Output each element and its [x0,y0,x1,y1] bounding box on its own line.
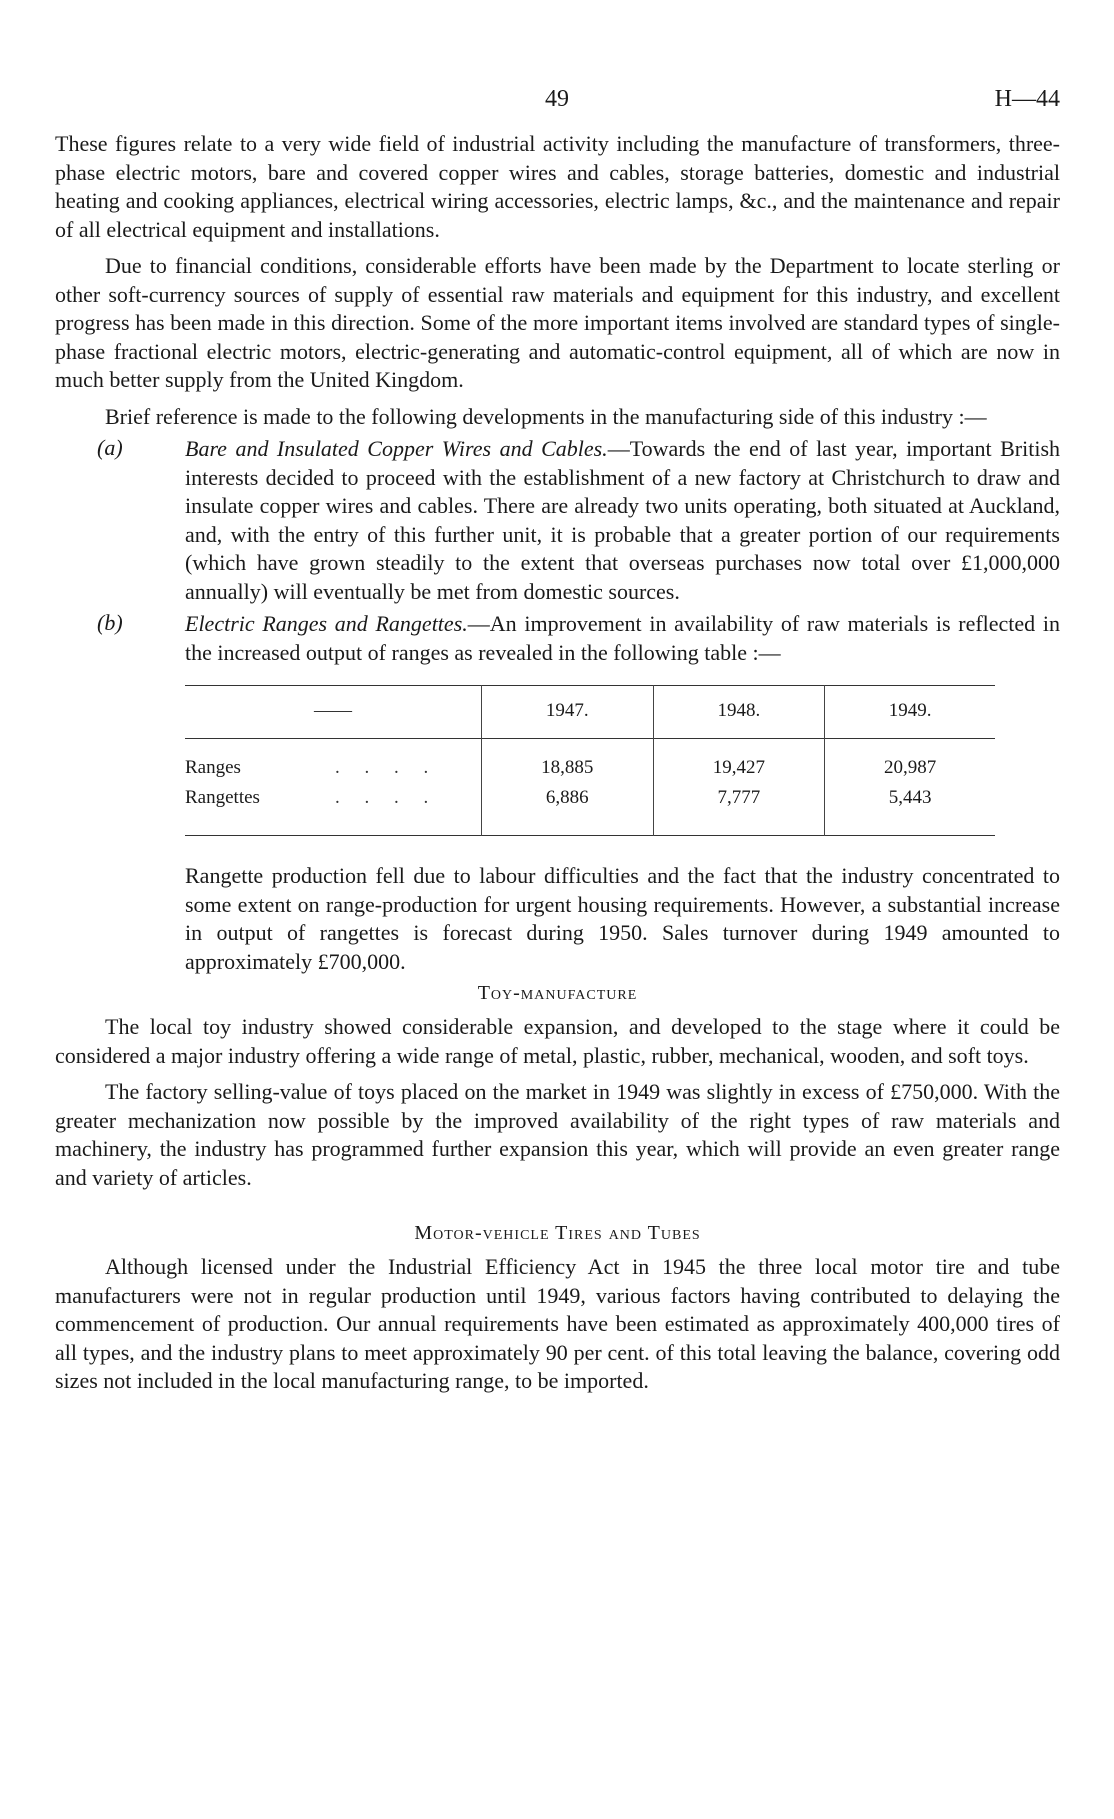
table-corner: —— [314,700,352,721]
paragraph-toy-value: The factory selling-value of toys placed on the market in 1949 was slightly in excess of £750,000. With the greater mechanization now possible by the improved availability of the right types of raw materials and machinery, the industry has programmed further expansion this year, which will provide an even greater range and variety of articles. [55,1079,1060,1190]
page-number: 49 [545,86,569,112]
paragraph-brief-reference: Brief reference is made to the following developments in the manufacturing side of this industry :— [105,403,987,429]
section-heading-toy: Toy-manufacture [477,982,638,1004]
column-header: 1949. [825,686,995,739]
document-reference: H—44 [994,86,1060,112]
paragraph-rangette-production: Rangette production fell due to labour difficulties and the fact that the industry concentrated to some extent on range-production for urgent housing requirements. However, a substantial increase in output of rangettes is forecast during 1950. Sales turnover during 1949 amounted to approximately £700,000. [185,863,1060,974]
leader-dots: . . . . [335,787,439,808]
item-text [185,435,1060,606]
leader-dots: . . . . [335,757,439,778]
item-body: —An improvement in availability of raw materials is reflected in the increased output of ranges as revealed in the following table :— [185,611,1060,665]
table-cell: 19,427 [653,739,825,784]
table-cell: 18,885 [482,739,654,784]
table-row [185,739,995,784]
item-body: —Towards the end of last year, important British interests decided to proceed with the establishment of a new factory at Christchurch to draw and insulate copper wires and cables. There are already two units operating, both situated at Auckland, and, with the entry of this further unit, it is probable that a greater portion of our requirements (which have grown steadily to the extent that overseas purchases now total over £1,000,000 annually) will eventually be met from domestic sources. [185,436,1061,604]
row-label-cell [185,739,482,784]
page-header [55,0,1060,130]
row-label: Rangettes [185,787,260,808]
table-cell: 7,777 [653,783,825,836]
paragraph-toy-industry: The local toy industry showed considerable expansion, and developed to the stage where it could be considered a major industry offering a wide range of metal, plastic, rubber, mechanical, wooden, and soft toys. [55,1014,1060,1068]
ranges-table-wrapper [185,685,995,836]
column-header: 1947. [482,686,654,739]
paragraph-financial-conditions: Due to financial conditions, considerable efforts have been made by the Department to locate sterling or other soft-currency sources of supply of essential raw materials and equipment for this industry, and excellent progress has been made in this direction. Some of the more important items involved are standard types of single-phase fractional electric motors, electric-generating and automatic-control equipment, all of which are now in much better supply from the United Kingdom. [55,253,1060,392]
ranges-table [185,685,995,836]
item-text [185,610,1060,667]
column-header: 1948. [653,686,825,739]
document-page [55,0,1060,1396]
paragraph-tires: Although licensed under the Industrial Efficiency Act in 1945 the three local motor tire and tube manufacturers were not in regular production until 1949, various factors having contributed to delaying the commencement of production. Our annual requirements have been estimated as approximately 400,000 tires of all types, and the industry plans to meet approximately 90 per cent. of this total leaving the balance, covering odd sizes not included in the local manufacturing range, to be imported. [55,1254,1060,1393]
row-label: Ranges [185,757,241,778]
paragraph-intro: These figures relate to a very wide field of industrial activity including the manufacture of transformers, three-phase electric motors, bare and covered copper wires and cables, storage batteries, domestic and industrial heating and cooking appliances, electrical wiring accessories, electric lamps, &c., and the maintenance and repair of all electrical equipment and installations. [55,131,1060,242]
item-electric-ranges [55,610,1060,667]
table-cell: 6,886 [482,783,654,836]
table-cell: 20,987 [825,739,995,784]
item-title: Bare and Insulated Copper Wires and Cables. [185,436,608,461]
table-header-row [185,686,995,739]
item-marker: (a) [97,435,123,460]
item-copper-wires [55,435,1060,606]
table-cell: 5,443 [825,783,995,836]
section-heading-tires: Motor-vehicle Tires and Tubes [414,1222,701,1244]
item-marker: (b) [97,610,123,635]
row-label-cell [185,783,482,836]
item-title: Electric Ranges and Rangettes. [185,611,468,636]
table-row [185,783,995,836]
